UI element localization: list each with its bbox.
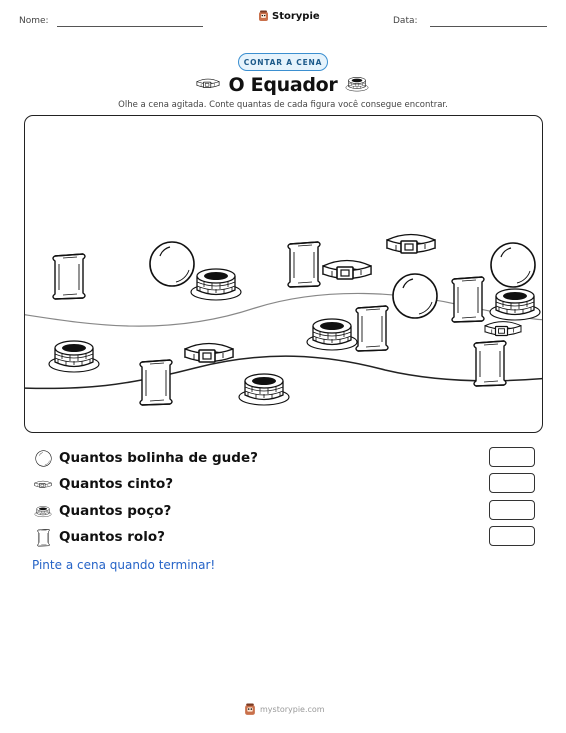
- answer-box-scroll[interactable]: [489, 526, 535, 546]
- well-icon: [345, 74, 369, 94]
- question-belt: [34, 473, 173, 495]
- well-1: [191, 269, 241, 300]
- coloring-instruction: Pinte a cena quando terminar!: [32, 558, 216, 572]
- question-text: Quantos rolo?: [59, 529, 165, 545]
- instructions: Olhe a cena agitada. Conte quantas de cada figura você consegue encontrar.: [118, 100, 448, 110]
- well-5: [239, 374, 289, 405]
- question-well: [34, 500, 171, 522]
- scroll-2: [288, 242, 320, 287]
- scene-illustration: [25, 116, 542, 432]
- scroll-3: [356, 306, 388, 351]
- storypie-mascot-icon: [258, 10, 269, 22]
- date-label: Data:: [393, 16, 418, 26]
- activity-tag: CONTAR A CENA: [238, 53, 328, 71]
- question-scroll: [34, 526, 165, 548]
- scroll-1: [53, 254, 85, 299]
- question-text: Quantos bolinha de gude?: [59, 450, 258, 466]
- well-icon: [34, 504, 52, 519]
- marble-icon: [35, 450, 52, 467]
- question-marble: [34, 447, 258, 469]
- date-field[interactable]: [430, 26, 547, 27]
- scroll-6: [140, 360, 172, 405]
- answer-box-marble[interactable]: [489, 447, 535, 467]
- marble-1: [150, 242, 194, 286]
- storypie-mascot-icon: [244, 703, 256, 716]
- belt-2: [387, 235, 435, 254]
- belt-1: [323, 261, 371, 280]
- footer: [244, 703, 325, 716]
- name-field[interactable]: [57, 26, 203, 27]
- belt-4: [485, 322, 521, 336]
- counting-scene[interactable]: [24, 115, 543, 433]
- well-2: [49, 341, 99, 372]
- scroll-icon: [36, 528, 51, 547]
- marble-2: [393, 274, 437, 318]
- well-3: [307, 319, 357, 350]
- page-title: O Equador: [228, 74, 338, 96]
- footer-site: mystorypie.com: [260, 705, 325, 714]
- brand-name: Storypie: [272, 10, 320, 22]
- answer-box-belt[interactable]: [489, 473, 535, 493]
- scroll-5: [474, 341, 506, 386]
- answer-box-well[interactable]: [489, 500, 535, 520]
- name-label: Nome:: [19, 16, 49, 26]
- question-text: Quantos poço?: [59, 503, 172, 519]
- belt-icon: [34, 478, 52, 490]
- well-4: [490, 289, 540, 320]
- scroll-4: [452, 277, 484, 322]
- marble-3: [491, 243, 535, 287]
- brand-logo: [258, 10, 320, 22]
- belt-3: [185, 344, 233, 363]
- question-text: Quantos cinto?: [59, 476, 174, 492]
